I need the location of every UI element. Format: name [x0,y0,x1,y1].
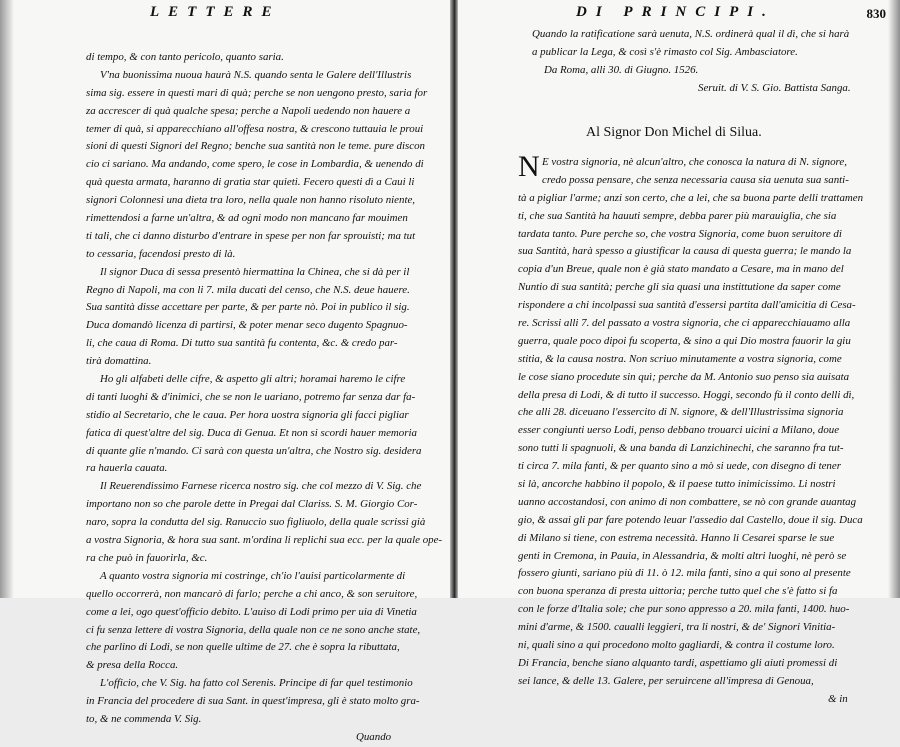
text-line: genti in Cremona, in Pauia, in Alessandria, & molti altri luoghi, nè però se [518,549,847,562]
text-line: L'officio, che V. Sig. ha fatto col Serenis. Principe di far quel testimonio [100,677,413,690]
text-line: Regno di Napoli, ma con li 7. mila ducati del censo, che N.S. deue hauere. [86,283,410,296]
text-line: Di Francia, benche siano alquanto tardi, aspettiamo gli aiuti promessi di [518,656,838,669]
text-line: sioni di questi Signori del Regno; benche sua santità non le teme. pure discon [86,140,425,153]
letter-heading: Al Signor Don Michel di Silua. [586,125,762,140]
text-line: a publicar la Lega, & così s'è rimasto col Sig. Ambasciatore. [532,45,798,58]
text-line: Quando [356,730,392,743]
text-line: & presa della Rocca. [86,659,179,672]
text-line: A quanto vostra signoria mi costringe, ch'io l'auisi particolarmente di [100,569,406,582]
running-head-right: DI PRINCIPI. [576,4,775,20]
text-line: di Milano si tiene, con estrema necessità. Hanno li Cesarei sparse le sue [518,531,835,544]
text-line: con buona speranza di presta uittoria; perche tutto quel che s'è fatto si fa [518,585,838,598]
text-line: esser congiunti uerso Lodi, penso debbano trouarci uicini a Milano, doue [518,424,840,437]
text-line: tirà domattina. [86,355,152,368]
text-line: guerra, quale poco dipoi fu scoperta, & sino a qui Dio mostra fauorir la giu [518,334,851,347]
text-line: Seruit. di V. S. Gio. Battista Sanga. [698,81,851,94]
text-line: li, che caua di Roma. Di tutto sua santità fu contenta, &c. & credo par- [86,337,398,350]
text-line: rimettendosi a farne un'altra, & ad ogni modo non mancano far mouimen [86,212,408,225]
text-line: che parlino di Lodi, se non quelle ultime de 27. che è sopra la ributtata, [86,641,400,654]
text-line: Duca domandò licenza di partirsi, & poter menar seco dugento Spagnuo- [86,319,408,332]
text-line: di tempo, & con tanto pericolo, quanto saria. [86,51,284,63]
text-line: Da Roma, alli 30. di Giugno. 1526. [544,63,699,76]
text-line: Quando la ratificatione sarà uenuta, N.S. ordinerà qual il dì, che si harà [532,28,850,40]
page-edge-shadow [888,0,900,598]
text-line: Il signor Duca di sessa presentò hiermattina la Chinea, che si dà per il [100,265,410,278]
text-line: della presa di Lodi, & di tutto il successo. Hoggi, secondo fù il conto delli dì, [518,388,855,401]
text-line: a vostra Signoria, & hora sua sant. m'ordina li replichi sua ecc. per la quale ope- [86,534,443,547]
book-gutter [450,0,458,598]
text-line: quello occorrerà, non mancarò di farlo; perche a chi anco, & son seruitore, [86,587,418,600]
text-line: come a lei, ogo quest'officio debito. L'auiso di Lodi primo per uia di Vinetia [86,605,417,618]
text-line: za accrescer di quà qualche spesa; perche a Napoli uedendo non hauere a [86,104,411,117]
text-line: ti tali, che ci danno disturbo d'entrare in spese per non far sprouisti; ma tut [86,229,416,242]
text-line: sua Santità, harà spesso a giustificar la causa di questa guerra; le mando la [518,245,852,258]
text-line: ci fu senza lettere di vostra Signoria, della quale non ce ne sono anche state, [86,623,421,636]
text-line: fossero giunti, sariano più di 11. ò 12. mila fanti, sino a qui sono al presente [518,567,851,580]
text-line: Ho gli alfabeti delle cifre, & aspetto gli altri; horamai haremo le cifre [100,373,406,386]
text-line: credo possa pensare, che senza necessaria causa sia uenuta sua santi- [542,173,849,186]
text-line: tardata tanto. Pure perche so, che vostra Signoria, come buon seruitore di [518,227,842,240]
text-line: re. Scrissi alli 7. del passato a vostra signoria, che ci apparecchiauamo alla [518,317,851,330]
text-line: signori Colonnesi una dieta tra loro, nella quale non hanno risoluto niente, [86,194,416,207]
text-line: ni, quali sino a qui procedono molto gagliardi, & contra il costume loro. [518,639,835,652]
text-line: le cose siano procedute sin quì; perche da M. Antonio suo penso sia auisata [518,370,850,383]
text-line: sima sig. essere in questi mari di quà; perche se non uengono presto, saria for [86,86,428,99]
text-line: di tanti luoghi & d'inimici, che se non le uariano, potremo far senza dar fa- [86,390,416,403]
text-line: naro, sopra la condutta del sig. Ranuccio suo figliuolo, della quale scrissi già [86,516,426,529]
text-line: sono tutti li spagnuoli, & una banda di Lanzichinechi, che saranno fra tut- [518,442,844,455]
text-line: di quante glie n'mando. Ci sarà con questa un'altra, che Nostro sig. desidera [86,444,422,457]
text-line: in Francia del procedere di sua Sant. in quest'impresa, gli è stato molto gra- [86,695,420,708]
text-line: Sua santità disse accettare per parte, & per parte nò. Poi in publico il sig. [86,301,410,314]
text-line: copia d'un Breue, quale non è già stato mandato a Cesare, ma in mano del [518,263,844,276]
text-line: ra hauerla cauata. [86,462,168,475]
text-line: rispondere a chi incolpassi sua santità d'essersi partita dall'amicitia di Cesa- [518,299,856,312]
text-line: temer di quà, si apparecchiano all'offesa nostra, & crescono tuttauia le proui [86,122,424,135]
page-number: 830 [866,6,886,21]
text-line: mini d'arme, & 1500. caualli leggieri, tra li nostri, & de' Signori Vinitia- [518,621,836,634]
left-page-body [86,49,443,747]
text-line: ti circa 7. mila fanti, & per quanto sino a mò si uede, con disegno di tener [518,460,841,473]
text-line: importano non so che parole dette in Pregai dal Clariss. S. M. Giorgio Cor- [86,498,418,511]
right-page-body [518,150,864,709]
text-line: gio, & assai gli par fare potendo leuar l'assedio dal Castello, doue il sig. Duca [518,513,863,526]
text-line: to cessaria, facendosi presto di là. [86,247,236,260]
running-head-left: LETTERE [150,4,281,20]
text-line: si là, ancorche habbino il popolo, & il paese tutto inimicissimo. Li nostri [518,478,836,491]
text-line: to, & ne commenda V. Sig. [86,712,202,725]
page-edge-shadow [0,0,14,598]
text-line: tà a pigliar l'arme; anzi son certo, che a lei, che sa buona parte delli trattamen [518,191,864,204]
letter-closing [518,26,851,98]
text-line: cio ci sariano. Ma andando, come spero, le cose in Lombardia, & uenendo di [86,158,424,171]
text-line: & in [828,692,848,705]
text-line: stitia, & la causa nostra. Non scriuo minutamente a vostra signoria, come [518,352,842,365]
text-line: uanno accostandosi, con animo di non combattere, se nò con grande auantag [518,495,857,508]
right-page [458,0,900,705]
text-line: quà questa armata, haranno di gratia star quieti. Fecero questi dì a Caui li [86,176,415,189]
text-line: V'na buonissima nuoua haurà N.S. quando senta le Galere dell'Illustris [100,68,412,81]
text-line: Il Reuerendissimo Farnese ricerca nostro sig. che col mezzo di V. Sig. che [100,480,422,493]
left-page [0,0,450,743]
text-line: ra che può in fauorirla, &c. [86,551,208,564]
text-line: Nuntio di sua santità; perche gli sia quasi una instittutione da saper come [518,281,841,294]
text-line: con le forze d'Italia sole; che pur sono appresso a 20. mila fanti, 1400. huo- [518,603,850,616]
text-line: sei lance, & delle 13. Galere, per seruircene all'impresa di Genoua, [518,674,814,687]
text-line: stidio al Secretario, che le caua. Per hora uostra signoria gli facci pigliar [86,408,409,421]
drop-cap: N [518,150,540,183]
text-line: ti, che sua Santità ha hauuti sempre, debba parer più marauiglia, che sia [518,209,837,222]
text-line: fatica di quest'altre del sig. Duca di Genua. Et non si scordi hauer memoria [86,426,417,439]
text-line: che alli 28. diceuano l'essercito di N. signore, & dell'Illustrissima signoria [518,406,844,419]
text-line: E vostra signoria, nè alcun'altro, che conosca la natura di N. signore, [542,156,847,168]
